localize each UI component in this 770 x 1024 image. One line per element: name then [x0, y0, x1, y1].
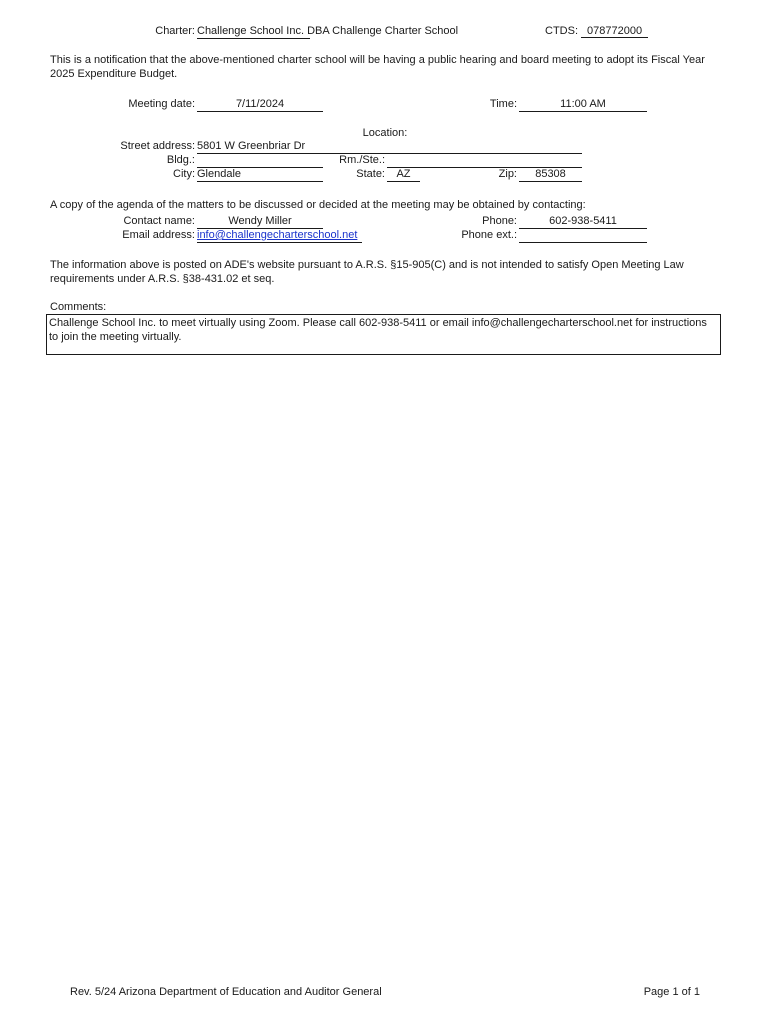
rm-ste-label: Rm./Ste.:	[339, 154, 385, 166]
ctds-value: 078772000	[581, 25, 648, 38]
comments-label: Comments:	[50, 301, 107, 313]
ctds-label: CTDS:	[545, 25, 578, 37]
bldg-label: Bldg.:	[166, 154, 195, 166]
location-heading: Location:	[362, 127, 408, 139]
comments-box	[46, 314, 721, 355]
disclaimer-paragraph: The information above is posted on ADE's website pursuant to A.R.S. §15-905(C) and is not intended to satisfy Open Meeting Law requirements under A.R.S. §38-431.02 et seq.	[50, 259, 684, 285]
intro-paragraph: This is a notification that the above-mentioned charter school will be having a public hearing and board meeting to adopt its Fiscal Year 2025 Expenditure Budget.	[50, 54, 705, 80]
contact-name-value: Wendy Miller	[197, 215, 323, 229]
footer-revision: Rev. 5/24 Arizona Department of Education and Auditor General	[70, 986, 382, 998]
state-label: State:	[356, 168, 385, 180]
email-address-link[interactable]	[197, 229, 362, 243]
footer-page-number: Page 1 of 1	[643, 986, 700, 998]
phone-value: 602-938-5411	[519, 215, 647, 229]
meeting-time-label: Time:	[489, 98, 517, 110]
city-value: Glendale	[197, 168, 323, 182]
meeting-date-value: 7/11/2024	[197, 98, 323, 112]
phone-ext-label: Phone ext.:	[461, 229, 517, 241]
comments-text: Challenge School Inc. to meet virtually using Zoom. Please call 602-938-5411 or email info@challengecharterschool.net for instructions to join the meeting virtually.	[49, 317, 707, 343]
email-link-text[interactable]: info@challengecharterschool.net	[197, 229, 358, 241]
meeting-date-label: Meeting date:	[128, 98, 195, 110]
contact-name-label: Contact name:	[123, 215, 195, 227]
rm-ste-value	[387, 154, 582, 168]
city-label: City:	[173, 168, 195, 180]
street-address-value: 5801 W Greenbriar Dr	[197, 140, 582, 154]
state-value: AZ	[387, 168, 420, 182]
street-address-label: Street address:	[120, 140, 195, 152]
zip-value: 85308	[519, 168, 582, 182]
bldg-value	[197, 154, 323, 168]
zip-label: Zip:	[498, 168, 517, 180]
agenda-intro: A copy of the agenda of the matters to be discussed or decided at the meeting may be obtained by contacting:	[50, 199, 586, 211]
phone-ext-value	[519, 229, 647, 243]
meeting-time-value: 11:00 AM	[519, 98, 647, 112]
charter-label: Charter:	[155, 25, 195, 37]
email-address-label: Email address:	[122, 229, 195, 241]
phone-label: Phone:	[482, 215, 517, 227]
charter-value: Challenge School Inc. DBA Challenge Charter School	[197, 25, 459, 37]
